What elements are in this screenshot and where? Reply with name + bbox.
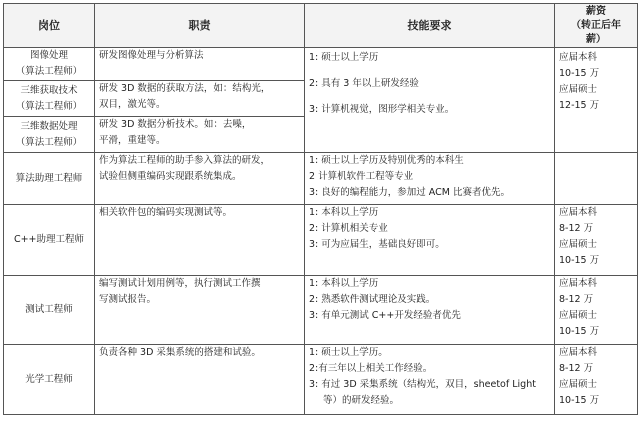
table-row (4, 48, 638, 81)
duty-cell (95, 48, 305, 81)
salary-cell-empty (555, 153, 638, 205)
job-table (3, 3, 638, 415)
header-salary-line3: 薪） (586, 33, 606, 45)
header-salary-line2: （转正后年 (571, 19, 621, 31)
position-title: 测试工程师 (25, 304, 73, 315)
duty-text: 研发 3D 数据分析技术。如：去噪， (99, 119, 252, 130)
duty-cell (95, 345, 305, 415)
table-row (4, 345, 638, 415)
salary-range: 8-12 万 (559, 294, 594, 305)
skill-item: 2: 具有 3 年以上研发经验 (309, 78, 419, 89)
skill-item: 等）的研发经验。 (323, 395, 400, 406)
duty-cell (95, 153, 305, 205)
salary-label: 应届硕士 (559, 310, 598, 321)
position-cell (4, 117, 95, 153)
salary-label: 应届硕士 (559, 239, 598, 250)
duty-text: 编写测试计划用例等，执行测试工作撰 (99, 278, 261, 289)
salary-range: 10-15 万 (559, 395, 600, 406)
position-cell (4, 205, 95, 276)
duty-text: 相关软件包的编码实现测试等。 (99, 207, 233, 218)
duty-text: 研发 3D 数据的获取方法，如：结构光， (99, 83, 271, 94)
skill-item: 1: 硕士以上学历。 (309, 347, 388, 358)
position-cell (4, 81, 95, 117)
salary-label: 应届本科 (559, 52, 598, 63)
position-title: 图像处理 (29, 50, 68, 61)
position-cell (4, 48, 95, 81)
duty-cell (95, 117, 305, 153)
skill-item: 1: 硕士以上学历及特别优秀的本科生 (309, 155, 464, 166)
skills-cell-algo (305, 48, 555, 153)
position-title: 三维获取技术 (20, 84, 78, 96)
skill-item: 2:有三年以上相关工作经验。 (309, 363, 433, 374)
salary-cell-algo (555, 48, 638, 153)
table-row (4, 153, 638, 205)
position-cell (4, 345, 95, 415)
position-cell (4, 153, 95, 205)
salary-label: 应届硕士 (559, 379, 598, 390)
salary-cell-optics (555, 345, 638, 415)
duty-text: 双目，激光等。 (99, 99, 166, 110)
salary-label: 应届本科 (559, 278, 598, 289)
position-subtitle: （算法工程师） (15, 136, 83, 148)
duty-text: 试验但侧重编码实现跟系统集成。 (99, 171, 242, 182)
position-title: 算法助理工程师 (15, 172, 83, 184)
table-row (4, 205, 638, 276)
skill-item: 3: 有单元测试 C++开发经验者优先 (309, 310, 461, 321)
skill-item: 1: 本科以上学历 (309, 278, 379, 289)
salary-label: 应届本科 (559, 207, 598, 218)
skills-cell-assistant (305, 153, 555, 205)
skill-item: 2: 计算机相关专业 (309, 223, 388, 234)
duty-text: 作为算法工程师的助手参入算法的研发， (99, 155, 271, 166)
salary-cell-cpp (555, 205, 638, 276)
header-salary (555, 4, 638, 48)
header-row (4, 4, 638, 48)
duty-text: 负责各种 3D 采集系统的搭建和试验。 (99, 347, 261, 358)
skill-item: 3: 可为应届生，基础良好即可。 (309, 239, 445, 250)
salary-range: 8-12 万 (559, 363, 594, 374)
salary-range: 10-15 万 (559, 255, 600, 266)
position-subtitle: （算法工程师） (15, 66, 83, 77)
header-skills: 技能要求 (305, 4, 555, 48)
position-subtitle: （算法工程师） (15, 100, 83, 112)
skill-item: 1: 本科以上学历 (309, 207, 379, 218)
salary-range: 12-15 万 (559, 100, 600, 111)
skills-cell-test (305, 276, 555, 345)
salary-range: 8-12 万 (559, 223, 594, 234)
salary-label: 应届硕士 (559, 84, 598, 95)
header-salary-line1: 薪资 (586, 5, 606, 17)
skill-item: 1: 硕士以上学历 (309, 52, 379, 63)
duty-text: 平滑，重建等。 (99, 135, 166, 146)
position-cell (4, 276, 95, 345)
position-title: 三维数据处理 (20, 120, 78, 132)
salary-range: 10-15 万 (559, 68, 600, 79)
header-position: 岗位 (4, 4, 95, 48)
duty-cell (95, 81, 305, 117)
skills-cell-optics (305, 345, 555, 415)
salary-cell-test (555, 276, 638, 345)
duty-cell (95, 205, 305, 276)
skills-cell-cpp (305, 205, 555, 276)
duty-text: 写测试报告。 (99, 294, 157, 305)
skill-item: 3: 计算机视觉，图形学相关专业。 (309, 104, 455, 115)
header-duty: 职责 (95, 4, 305, 48)
skill-item: 3: 良好的编程能力，参加过 ACM 比赛者优先。 (309, 187, 510, 198)
salary-label: 应届本科 (559, 347, 598, 358)
duty-text: 研发图像处理与分析算法 (99, 50, 204, 61)
skill-item: 2: 熟悉软件测试理论及实践。 (309, 294, 436, 305)
salary-range: 10-15 万 (559, 326, 600, 337)
position-title: C++助理工程师 (13, 234, 85, 245)
position-title: 光学工程师 (25, 373, 73, 385)
table-row (4, 276, 638, 345)
skill-item: 3: 有过 3D 采集系统（结构光，双目，sheetof Light (309, 379, 536, 390)
duty-cell (95, 276, 305, 345)
skill-item: 2 计算机软件工程等专业 (309, 171, 414, 182)
